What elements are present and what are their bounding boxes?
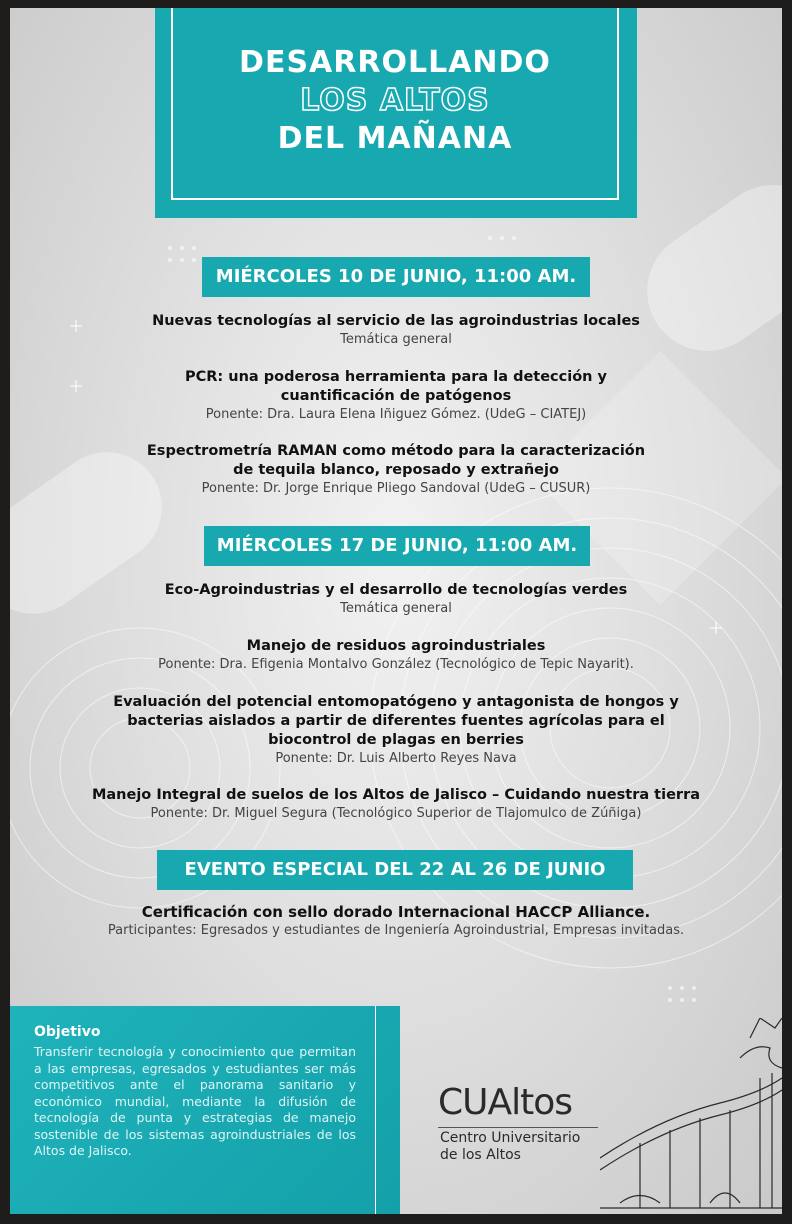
special-event-title: Certificación con sello dorado Internacional HACCP Alliance.	[141, 903, 651, 921]
talk-item	[10, 312, 782, 348]
talk-title-line: de tequila blanco, reposado y extrañejo	[233, 462, 559, 478]
building-sketch-illustration	[600, 1018, 782, 1214]
objective-panel	[10, 1006, 400, 1214]
talk-title: Eco-Agroindustrias y el desarrollo de tecnologías verdes	[164, 582, 628, 598]
talk-title-line: bacterias aislados a partir de diferentes fuentes agrícolas para el	[127, 713, 665, 729]
poster-page	[10, 8, 782, 1214]
talk-title: Manejo de residuos agroindustriales	[246, 638, 546, 654]
objective-divider	[375, 1006, 376, 1214]
cualtos-logo	[438, 1082, 580, 1164]
talk-speaker: Ponente: Dr. Luis Alberto Reyes Nava	[275, 751, 517, 766]
talk-title-line: Espectrometría RAMAN como método para la caracterización	[146, 443, 646, 459]
talk-item	[10, 442, 782, 497]
talk-title-line: cuantificación de patógenos	[280, 388, 512, 404]
talk-title-line: Evaluación del potencial entomopatógeno y antagonista de hongos y	[113, 694, 679, 710]
talk-item	[10, 786, 782, 822]
title-line-3: DEL MAÑANA	[277, 121, 513, 156]
special-event-participants: Participantes: Egresados y estudiantes de Ingeniería Agroindustrial, Empresas invitadas.	[107, 923, 685, 938]
title-frame	[171, 8, 619, 200]
talk-item	[10, 637, 782, 673]
session1-banner: MIÉRCOLES 10 DE JUNIO, 11:00 AM.	[202, 257, 590, 297]
logo-line-3: de los Altos	[440, 1147, 521, 1163]
special-event-item	[10, 903, 782, 939]
talk-speaker: Ponente: Dra. Efigenia Montalvo González (Tecnológico de Tepic Nayarit).	[158, 657, 634, 672]
title-block	[155, 8, 637, 218]
talk-title: Manejo Integral de suelos de los Altos de Jalisco – Cuidando nuestra tierra	[91, 787, 701, 803]
logo-line-2: Centro Universitario	[440, 1130, 581, 1146]
talk-subtitle: Temática general	[340, 332, 452, 347]
talk-item	[10, 693, 782, 767]
title-line-2: LOS ALTOS	[300, 83, 490, 118]
objective-text: Transferir tecnología y conocimiento que permitan a las empresas, egresados y estudiantes ser más competitivos ante el panorama sanitario y económico mundial, mediante la difusión de tecnología de punta y estrategias de manejo sostenible de los sistemas agroindustriales de los Altos de Jalisco.	[34, 1044, 356, 1158]
talk-title: Nuevas tecnologías al servicio de las agroindustrias locales	[152, 313, 640, 329]
talk-item	[10, 581, 782, 617]
talk-subtitle: Temática general	[340, 601, 452, 616]
talk-title-line: PCR: una poderosa herramienta para la detección y	[184, 369, 607, 385]
special-event-banner: EVENTO ESPECIAL DEL 22 AL 26 DE JUNIO	[157, 850, 633, 890]
title-line-1: DESARROLLANDO	[239, 45, 551, 80]
talk-speaker: Ponente: Dr. Miguel Segura (Tecnológico Superior de Tlajomulco de Zúñiga)	[150, 806, 642, 821]
talk-speaker: Ponente: Dra. Laura Elena Iñiguez Gómez. (UdeG – CIATEJ)	[205, 407, 587, 422]
talk-title-line: biocontrol de plagas en berries	[268, 732, 524, 748]
talk-item	[10, 368, 782, 423]
talk-speaker: Ponente: Dr. Jorge Enrique Pliego Sandoval (UdeG – CUSUR)	[201, 481, 591, 496]
logo-rule	[438, 1127, 598, 1128]
objective-title: Objetivo	[34, 1024, 101, 1040]
session2-banner: MIÉRCOLES 17 DE JUNIO, 11:00 AM.	[204, 526, 590, 566]
logo-name: CUAltos	[438, 1082, 573, 1123]
